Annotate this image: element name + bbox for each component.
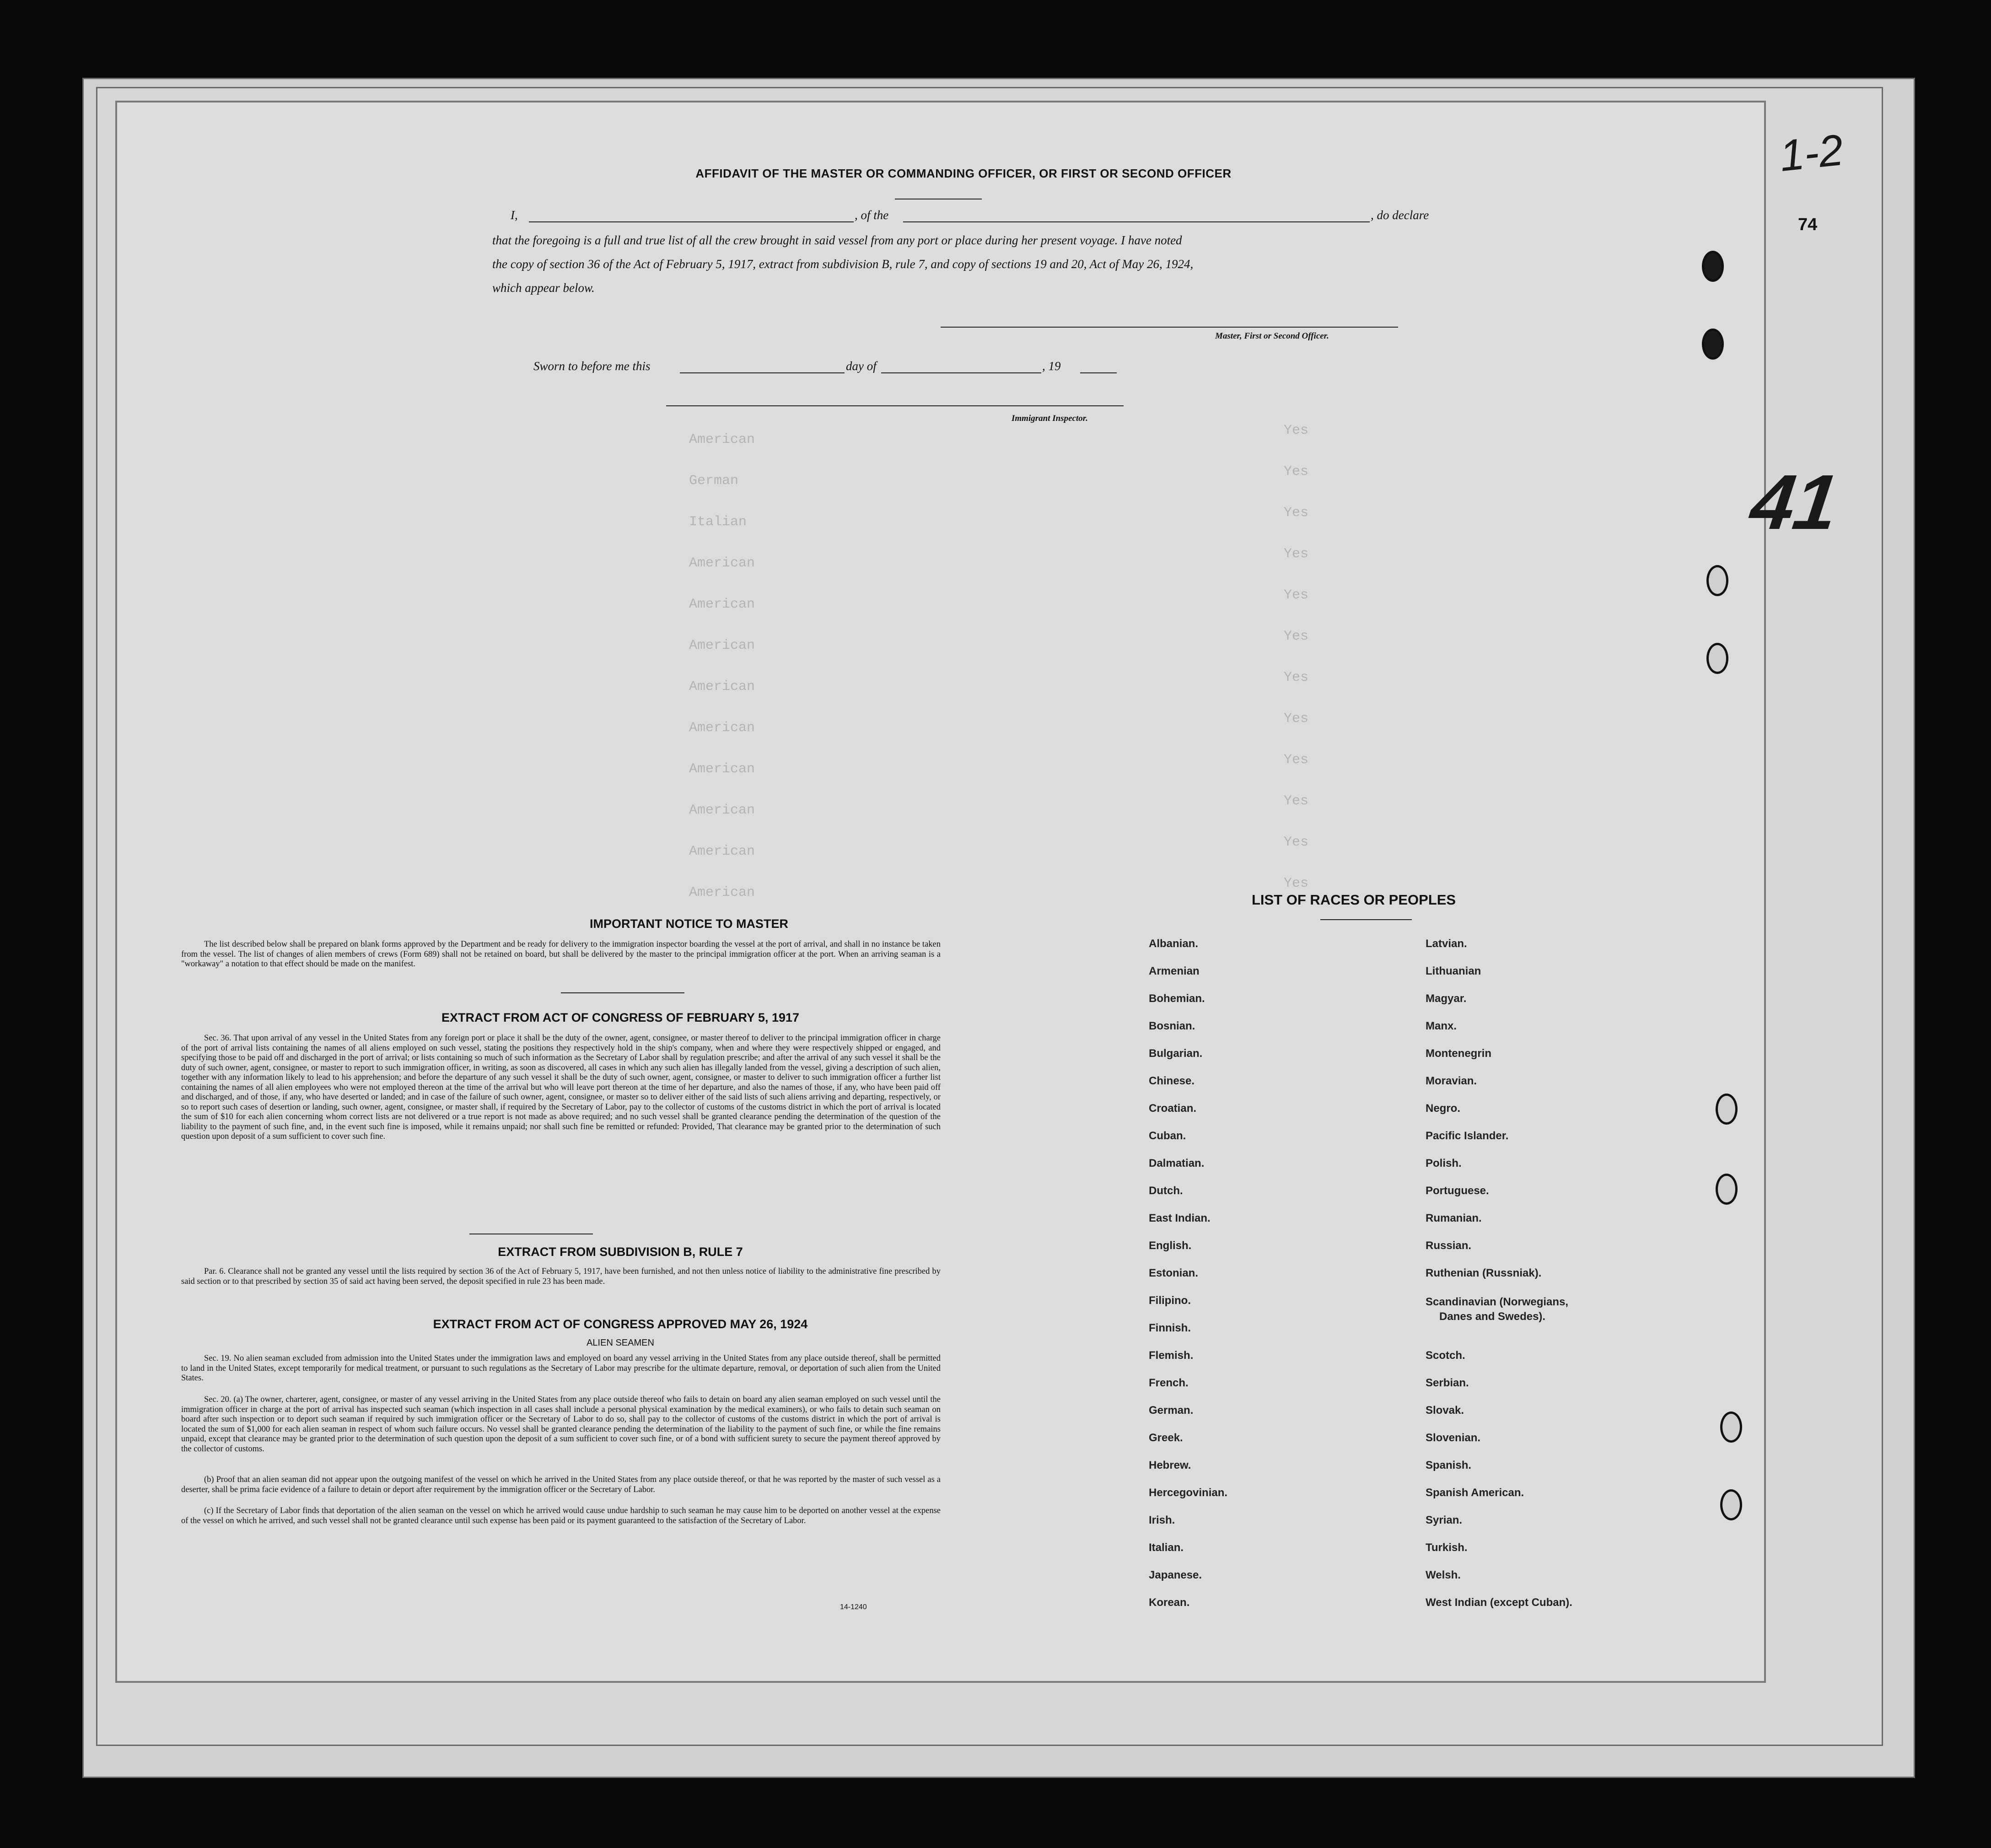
handwritten-margin-mark: 41 [1738, 459, 1853, 546]
punch-hole [1706, 565, 1728, 596]
punch-hole [1720, 1412, 1742, 1443]
race-item: Manx. [1426, 1020, 1457, 1032]
race-item: Slovenian. [1426, 1432, 1481, 1444]
race-item: Portuguese. [1426, 1185, 1489, 1197]
race-item: Ruthenian (Russniak). [1426, 1267, 1542, 1279]
race-item: Croatian. [1149, 1102, 1197, 1115]
race-item: Irish. [1149, 1514, 1175, 1526]
form-number: 14-1240 [840, 1603, 867, 1611]
race-item: Russian. [1426, 1239, 1472, 1252]
punch-hole [1706, 643, 1728, 674]
affidavit-text-line-4: which appear below. [492, 281, 595, 295]
race-item: Albanian. [1149, 937, 1199, 950]
race-item: Italian. [1149, 1541, 1184, 1554]
race-item: Hercegovinian. [1149, 1487, 1228, 1499]
inspector-signature-line [666, 405, 1124, 406]
race-item: Scandinavian (Norwegians, [1426, 1296, 1569, 1308]
race-item: Hebrew. [1149, 1459, 1191, 1471]
extract-1917-title: EXTRACT FROM ACT OF CONGRESS OF FEBRUARY 5, 1917 [441, 1011, 800, 1024]
race-item: East Indian. [1149, 1212, 1211, 1224]
race-item: Korean. [1149, 1596, 1190, 1609]
race-item: Rumanian. [1426, 1212, 1482, 1224]
race-item: Filipino. [1149, 1294, 1191, 1307]
notice-title: IMPORTANT NOTICE TO MASTER [590, 917, 788, 931]
punch-hole [1720, 1489, 1742, 1520]
race-item: English. [1149, 1239, 1192, 1252]
race-item: German. [1149, 1404, 1194, 1417]
master-signature-line [941, 327, 1398, 328]
race-item: Danes and Swedes). [1439, 1310, 1546, 1323]
race-item: Turkish. [1426, 1541, 1468, 1554]
race-item: Flemish. [1149, 1349, 1194, 1362]
affidavit-text-line-2: that the foregoing is a full and true list of all the crew brought in said vessel from any port or place during her present voyage. I have noted [492, 233, 1182, 247]
punch-hole [1716, 1094, 1738, 1125]
page-number: 74 [1798, 215, 1818, 234]
race-item: Pacific Islander. [1426, 1130, 1509, 1142]
handwritten-mark-top-right: 1-2 [1777, 125, 1846, 181]
races-title-underline [1320, 919, 1412, 920]
rule-7-text: Par. 6. Clearance shall not be granted any vessel until the lists required by section 36 of the Act of February 5, 1917, have been furnished, and not then unless notice of liability to the administrative fine prescribed by said section or to that prescribed by section 35 of said act having been served, the deposit specified in rule 23 has been made. [181, 1267, 941, 1286]
section-20b-text: (b) Proof that an alien seaman did not appear upon the outgoing manifest of the vessel on which he arrived in the United States from any place outside thereof, or that he was reported by the master of such vessel as a deserter, shall be prima facie evidence of a failure to detain or deport after requirement by the immigration officer or the Secretary of Labor. [181, 1475, 941, 1494]
race-item: Spanish American. [1426, 1487, 1524, 1499]
races-title: LIST OF RACES OR PEOPLES [1252, 892, 1456, 908]
race-item: Slovak. [1426, 1404, 1464, 1417]
race-item: Lithuanian [1426, 965, 1481, 977]
race-item: Armenian [1149, 965, 1200, 977]
master-signature-caption: Master, First or Second Officer. [1215, 331, 1329, 341]
race-item: Finnish. [1149, 1322, 1191, 1334]
affidavit-of-the-label: , of the [855, 208, 889, 222]
extract-1924-title: EXTRACT FROM ACT OF CONGRESS APPROVED MAY 26, 1924 [433, 1317, 808, 1331]
section-19-text: Sec. 19. No alien seaman excluded from admission into the United States under the immigration laws and employed on board any vessel arriving in the United States from any place outside thereof, shall be permitted to land in the United States, except temporarily for medical treatment, or pursuant to such regulations as the Secretary of Labor may prescribe for the ultimate departure, removal, or deportation of such alien from the United States. [181, 1354, 941, 1383]
sworn-year-line [1080, 372, 1117, 373]
alien-seamen-subtitle: ALIEN SEAMEN [587, 1338, 654, 1348]
affidavit-vessel-line [903, 221, 1370, 222]
race-item: Syrian. [1426, 1514, 1463, 1526]
race-item: Polish. [1426, 1157, 1462, 1169]
document-sheet: Yes Yes Yes Yes Yes Yes Yes Yes Yes Yes Yes Yes American German Italian American American American American American American American American American AFFIDAVIT OF THE MASTER OR COMMANDING OFFICER, OR FIRST OR SECOND OFFICER I, , of the , do declare that the foregoing is a full and true list of all the crew brought in said vessel from any port or place during her present voyage. I have noted the copy of section 36 of the Act of February 5, 1917, extract from subdivision B, rule 7, and copy of sections 19 and 20, Act of May 26, 1924, which appear below. Master, First or Second Officer. Sworn to before me this day of , 19 Immigrant Inspector. IMPORTANT NOTICE TO MASTER The list described below shall be prepared on blank forms approved by the Department and be ready for delivery to the immigration inspector boarding the vessel at the port of arrival, and shall in no instance be taken from the vessel. The list of changes of alien members of crews (Form 689) shall not be retained on board, but shall be delivered by the master to the principal immigration officer at the port. When an arriving seaman is a "workaway" a notation to that effect should be made on the manifest. EXTRACT FROM ACT OF CONGRESS OF FEBRUARY 5, 1917 Sec. 36. That upon arrival of any vessel in the United States from any foreign port or place it shall be the duty of the owner, agent, consignee, or master thereof to deliver to the principal immigration officer in charge of the port of arrival lists containing the names of all aliens employed on such vessel, stating the positions they respectively hold in the ship's company, when and where they were respectively shipped or engaged, and specifying those to be paid off and discharged in the port of arrival; or lists containing so much of such information as the Secretary of Labor shall by regulation prescribe; and after the arrival of any such vessel it shall be the duty of such owner, agent, consignee, or master to report to such immigration officer, in writing, as soon as discovered, all cases in which any such alien has illegally landed from the vessel, giving a description of such alien, together with any information likely to lead to his apprehension; and before the departure of any such vessel it shall be the duty of such owner, agent, consignee, or master to deliver to such immigration officer a further list containing the names of all alien employees who were not employed thereon at the time of the arrival but who will leave port thereon at the time of her departure, and also the names of those, if any, who have been paid off and discharged, and of those, if any, who have deserted or landed; and in case of the failure of such owner, agent, consignee, or master so to deliver either of the said lists of such aliens arriving and departing, respectively, or so to report such cases of desertion or landing, such owner, agent, consignee, or master shall, if required by the Secretary of Labor, pay to the collector of customs of the customs district in which the port of arrival is located the sum of $10 for each alien concerning whom correct lists are not delivered or a true report is not made as above required; and no such vessel shall be granted clearance pending the determination of the question of the liability to the payment of such fine, and, in the event such fine is imposed, while it remains unpaid; nor shall such fine be remitted or refunded: Provided, That clearance may be granted prior to the determination of such question upon deposit of a sum sufficient to cover such fine. EXTRACT FROM SUBDIVISION B, RULE 7 Par. 6. Clearance shall not be granted any vessel until the lists required by section 36 of the Act of February 5, 1917, have been furnished, and not then unless notice of liability to the administrative fine prescribed by said section or to that prescribed by section 35 of said act having been served, the deposit specified in rule 23 has been made. EXTRACT FROM ACT OF CONGRESS APPROVED MAY 26, 1924 ALIEN SEAMEN Sec. 19. No alien seaman excluded from admission into the United States under the immigration laws and employed on board any vessel arriving in the United States from any place outside thereof, shall be permitted to land in the United States, except temporarily for medical treatment, or pursuant to such regulations as the Secretary of Labor may prescribe for the ultimate departure, removal, or deportation of such alien from the United States. Sec. 20. (a) The owner, charterer, agent, consignee, or master of any vessel arriving in the United States from any place outside thereof who fails to detain on board any alien seaman employed on such vessel until the immigration officer in charge at the port of arrival has inspected such seaman (which inspection in all cases shall include a personal physical examination by the medical examiners), or who fails to detain such seaman on board after such inspection or to deport such seaman if required by such immigration officer or the Secretary of Labor to do so, shall pay to the collector of customs of the customs district in which the port of arrival is located the sum of $1,000 for each alien seaman in respect of whom such failure occurs. No vessel shall be granted clearance pending the determination of the liability to the payment of such fine, or while the fine remains unpaid, except that clearance may be granted prior to the determination of such question upon the deposit of a sum sufficient to cover such fine, or of a bond with sufficient surety to secure the payment thereof approved by the collector of customs. (b) Proof that an alien seaman did not appear upon the outgoing manifest of the vessel on which he arrived in the United States from any place outside thereof, or that he was reported by the master of such vessel as a deserter, shall be prima facie evidence of a failure to detain or deport after requirement by the immigration officer or the Secretary of Labor. (c) If the Secretary of Labor finds that deportation of the alien seaman on the vessel on which he arrived would cause undue hardship to such seaman he may cause him to be deported on another vessel at the expense of the vessel on which he arrived, and such vessel shall not be granted clearance until such expense has been paid or its payment guaranteed to the satisfaction of the Secretary of Labor. 14-1240 LIST OF RACES OR PEOPLES Albanian. Armenian Bohemian. Bosnian. Bulgarian. Chinese. Croatian. Cuban. Dalmatian. Dutch. East Indian. English. Estonian. Filipino. Finnish. Flemish. French. German. Greek. Hebrew. Hercegovinian. Irish. Italian. Japanese. Korean. Latvian. Lithuanian Magyar. Manx. Montenegrin Moravian. Negro. Pacific Islander. Polish. Portuguese. Rumanian. Russian. Ruthenian (Russniak). Scandinavian (Norwegians, Danes and Swedes). Scotch. Serbian. Slovak. Slovenian. Spanish. Spanish American. Syrian. Turkish. Welsh. West Indian (except Cuban). [115, 101, 1766, 1683]
race-item: Bosnian. [1149, 1020, 1195, 1032]
race-item: Estonian. [1149, 1267, 1199, 1279]
inspector-signature-caption: Immigrant Inspector. [1012, 414, 1088, 423]
race-item: Greek. [1149, 1432, 1183, 1444]
year-label: , 19 [1042, 359, 1061, 373]
extract-1917-text: Sec. 36. That upon arrival of any vessel in the United States from any foreign port or place it shall be the duty of the owner, agent, consignee, or master thereof to deliver to the principal immigration officer in charge of the port of arrival lists containing the names of all aliens employed on such vessel, stating the positions they respectively hold in the ship's company, when and where they were respectively shipped or engaged, and specifying those to be paid off and discharged in the port of arrival; or lists containing so much of such information as the Secretary of Labor shall by regulation prescribe; and after the arrival of any such vessel it shall be the duty of such owner, agent, consignee, or master to report to such immigration officer, in writing, as soon as discovered, all cases in which any such alien has illegally landed from the vessel, giving a description of such alien, together with any information likely to lead to his apprehension; and before the departure of any such vessel it shall be the duty of such owner, agent, consignee, or master to deliver to such immigration officer a further list containing the names of all alien employees who were not employed thereon at the time of the arrival but who will leave port thereon at the time of her departure, and also the names of those, if any, who have been paid off and discharged, and of those, if any, who have deserted or landed; and in case of the failure of such owner, agent, consignee, or master so to deliver either of the said lists of such aliens arriving and departing, respectively, or so to report such cases of desertion or landing, such owner, agent, consignee, or master shall, if required by the Secretary of Labor, pay to the collector of customs of the customs district in which the port of arrival is located the sum of $10 for each alien concerning whom correct lists are not delivered or a true report is not made as above required; and no such vessel shall be granted clearance pending the determination of the question of the liability to the payment of such fine, and, in the event such fine is imposed, while it remains unpaid; nor shall such fine be remitted or refunded: Provided, That clearance may be granted prior to the determination of such question upon deposit of a sum sufficient to cover such fine. [181, 1034, 941, 1141]
race-item: Magyar. [1426, 992, 1467, 1005]
race-item: Chinese. [1149, 1075, 1195, 1087]
race-item: French. [1149, 1377, 1189, 1389]
race-item: Welsh. [1426, 1569, 1461, 1581]
affidavit-i-label: I, [511, 208, 518, 222]
race-item: Scotch. [1426, 1349, 1465, 1362]
affidavit-do-declare: , do declare [1371, 208, 1429, 222]
race-item: Japanese. [1149, 1569, 1202, 1581]
sworn-month-line [881, 372, 1041, 373]
notice-divider [561, 992, 684, 993]
race-item: Moravian. [1426, 1075, 1477, 1087]
affidavit-text-line-3: the copy of section 36 of the Act of February 5, 1917, extract from subdivision B, rule 7, and copy of sections 19 and 20, Act of May 26, 1924, [492, 257, 1194, 271]
race-item: Dalmatian. [1149, 1157, 1205, 1169]
notice-text: The list described below shall be prepared on blank forms approved by the Department and be ready for delivery to the immigration inspector boarding the vessel at the port of arrival, and shall in no instance be taken from the vessel. The list of changes of alien members of crews (Form 689) shall not be retained on board, but shall be delivered by the master to the principal immigration officer at the port. When an arriving seaman is a "workaway" a notation to that effect should be made on the manifest. [181, 940, 941, 969]
punch-hole [1702, 329, 1724, 360]
affidavit-title: AFFIDAVIT OF THE MASTER OR COMMANDING OFFICER, OR FIRST OR SECOND OFFICER [695, 167, 1232, 180]
section-20c-text: (c) If the Secretary of Labor finds that deportation of the alien seaman on the vessel on which he arrived would cause undue hardship to such seaman he may cause him to be deported on another vessel at the expense of the vessel on which he arrived, and such vessel shall not be granted clearance until such expense has been paid or its payment guaranteed to the satisfaction of the Secretary of Labor. [181, 1506, 941, 1525]
race-item: Serbian. [1426, 1377, 1469, 1389]
race-item: Spanish. [1426, 1459, 1472, 1471]
race-item: West Indian (except Cuban). [1426, 1596, 1572, 1609]
race-item: Latvian. [1426, 937, 1467, 950]
race-item: Cuban. [1149, 1130, 1186, 1142]
affidavit-name-line [529, 221, 854, 222]
sworn-day-line [680, 372, 845, 373]
sworn-label: Sworn to before me this [533, 359, 651, 373]
race-item: Dutch. [1149, 1185, 1183, 1197]
race-item: Bulgarian. [1149, 1047, 1203, 1060]
race-item: Bohemian. [1149, 992, 1205, 1005]
section-20a-text: Sec. 20. (a) The owner, charterer, agent, consignee, or master of any vessel arriving in the United States from any place outside thereof who fails to detain on board any alien seaman employed on such vessel until the immigration officer in charge at the port of arrival has inspected such seaman (which inspection in all cases shall include a personal physical examination by the medical examiners), or who fails to detain such seaman on board after such inspection or to deport such seaman if required by such immigration officer or the Secretary of Labor to do so, shall pay to the collector of customs of the customs district in which the port of arrival is located the sum of $1,000 for each alien seaman in respect of whom such failure occurs. No vessel shall be granted clearance pending the determination of the liability to the payment of such fine, or while the fine remains unpaid, except that clearance may be granted prior to the determination of such question upon the deposit of a sum sufficient to cover such fine, or of a bond with sufficient surety to secure the payment thereof approved by the collector of customs. [181, 1395, 941, 1454]
punch-hole [1702, 251, 1724, 282]
punch-hole [1716, 1174, 1738, 1205]
race-item: Montenegrin [1426, 1047, 1491, 1060]
rule-7-title: EXTRACT FROM SUBDIVISION B, RULE 7 [498, 1245, 743, 1259]
race-item: Negro. [1426, 1102, 1461, 1115]
day-of-label: day of [846, 359, 877, 373]
